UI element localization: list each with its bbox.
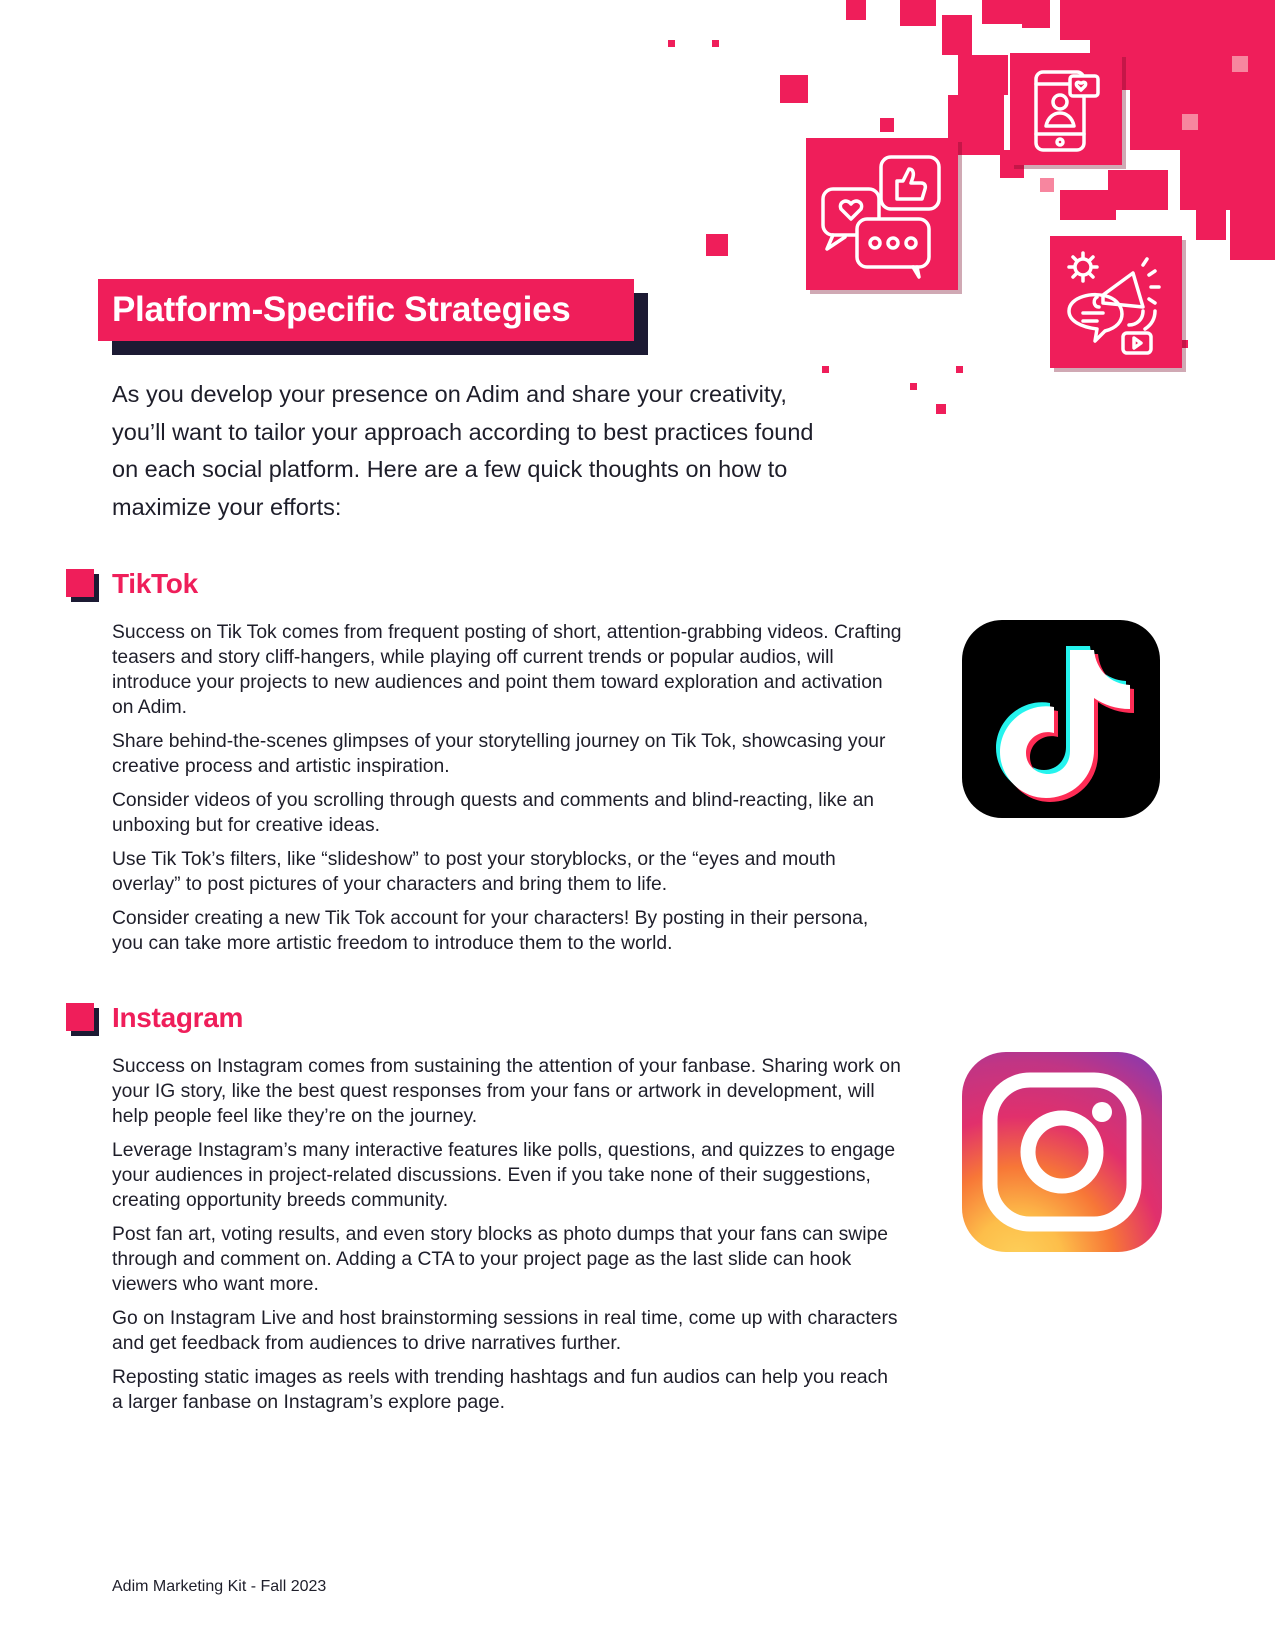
paragraph: Post fan art, voting results, and even story blocks as photo dumps that your fans can swipe through and comment on. Adding a CTA to your project page as the last slide can hook viewers who want more.	[112, 1224, 888, 1295]
section-bullet	[66, 569, 96, 599]
section-title: TikTok	[112, 568, 198, 599]
chat-reactions-icon	[817, 149, 947, 279]
paragraph: Go on Instagram Live and host brainstorming sessions in real time, come up with characters and get feedback from audiences to drive narratives further.	[112, 1308, 898, 1354]
section-heading-tiktok	[66, 568, 198, 600]
section-heading-instagram	[66, 1002, 243, 1034]
megaphone-settings-tile	[1050, 236, 1182, 368]
paragraph: Share behind-the-scenes glimpses of your storytelling journey on Tik Tok, showcasing your creative process and artistic inspiration.	[112, 731, 886, 777]
footer-text: Adim Marketing Kit - Fall 2023	[112, 1578, 327, 1595]
section-bullet	[66, 1003, 96, 1033]
phone-profile-icon	[1026, 64, 1106, 154]
instagram-logo	[962, 1052, 1162, 1252]
paragraph: Leverage Instagram’s many interactive features like polls, questions, and quizzes to engage your audiences in project-related discussions. Even if you take none of their suggestions, creating opportunity breeds community.	[112, 1140, 896, 1211]
instagram-paragraphs	[112, 1054, 902, 1424]
paragraph: Reposting static images as reels with trending hashtags and fun audios can help you reach a larger fanbase on Instagram’s explore page.	[112, 1367, 889, 1413]
paragraph: Consider creating a new Tik Tok account for your characters! By posting in their persona, you can take more artistic freedom to introduce them to the world.	[112, 908, 869, 954]
phone-profile-tile	[1010, 53, 1122, 165]
tiktok-paragraphs	[112, 620, 902, 965]
tiktok-logo-icon	[962, 620, 1160, 818]
page-title: Platform-Specific Strategies	[98, 279, 634, 341]
paragraph: Use Tik Tok’s filters, like “slideshow” to post your storyblocks, or the “eyes and mouth overlay” to post pictures of your characters and bring them to life.	[112, 849, 836, 895]
paragraph: Success on Tik Tok comes from frequent posting of short, attention-grabbing videos. Crafting teasers and story cliff-hangers, while playing off current trends or popular audios, will introduce your projects to new audiences and point them toward exploration and activation on Adim.	[112, 622, 902, 718]
instagram-logo-icon	[962, 1052, 1162, 1252]
paragraph: Success on Instagram comes from sustaining the attention of your fanbase. Sharing work on your IG story, like the best quest responses from your fans or artwork in development, will help people feel like they’re on the journey.	[112, 1056, 901, 1127]
tiktok-logo	[962, 620, 1160, 818]
intro-paragraph: As you develop your presence on Adim and share your creativity, you’ll want to tailor your approach according to best practices found on each social platform. Here are a few quick thoughts on how to maximize your efforts:	[112, 381, 814, 520]
paragraph: Consider videos of you scrolling through quests and comments and blind-reacting, like an unboxing but for creative ideas.	[112, 790, 875, 836]
chat-reactions-tile	[806, 138, 958, 290]
page-title-block	[98, 279, 634, 341]
section-title: Instagram	[112, 1002, 244, 1033]
megaphone-settings-icon	[1059, 245, 1174, 360]
